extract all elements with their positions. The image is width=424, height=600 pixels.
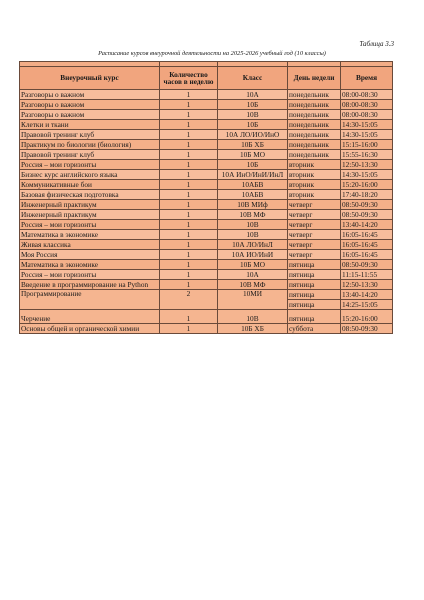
cell-day: понедельник bbox=[288, 100, 341, 110]
table-row bbox=[20, 170, 393, 180]
cell-class: 10В bbox=[218, 110, 288, 120]
cell-course: Разговоры о важном bbox=[20, 90, 160, 100]
cell-hours: 1 bbox=[160, 260, 218, 270]
cell-day: вторник bbox=[288, 180, 341, 190]
table-row bbox=[20, 250, 393, 260]
cell-hours: 1 bbox=[160, 270, 218, 280]
cell-day: понедельник bbox=[288, 140, 341, 150]
cell-time: 14:30-15:05 bbox=[341, 120, 393, 130]
table-caption: Расписание курсов внеурочной деятельности на 2025-2026 учебный год (10 классы) bbox=[98, 50, 326, 57]
cell-hours: 1 bbox=[160, 90, 218, 100]
cell-day: вторник bbox=[288, 190, 341, 200]
cell-hours: 1 bbox=[160, 200, 218, 210]
cell-day: пятница bbox=[288, 310, 341, 324]
cell-course: Живая классика bbox=[20, 240, 160, 250]
table-number-label: Таблица 3.3 bbox=[359, 40, 394, 48]
table-row bbox=[20, 324, 393, 334]
cell-day: понедельник bbox=[288, 110, 341, 120]
cell-course: Коммуникативные бои bbox=[20, 180, 160, 190]
cell-day: пятница bbox=[288, 270, 341, 280]
cell-day: четверг bbox=[288, 250, 341, 260]
table-row bbox=[20, 190, 393, 200]
header-hours-line1: Количество bbox=[169, 69, 208, 79]
cell-course: Введение в программирование на Python bbox=[20, 280, 160, 290]
cell-course: Моя Россия bbox=[20, 250, 160, 260]
cell-hours: 1 bbox=[160, 150, 218, 160]
cell-time: 14:25-15:05 bbox=[341, 300, 393, 310]
cell-time: 12:50-13:30 bbox=[341, 160, 393, 170]
table-row bbox=[20, 200, 393, 210]
header-hours-line2: часов в неделю bbox=[163, 77, 214, 86]
table-row bbox=[20, 280, 393, 290]
table-row bbox=[20, 100, 393, 110]
cell-day: четверг bbox=[288, 200, 341, 210]
cell-day: суббота bbox=[288, 324, 341, 334]
cell-time: 08:50-09:30 bbox=[341, 260, 393, 270]
cell-course: Математика в экономике bbox=[20, 260, 160, 270]
cell-class: 10А ИнО/ИнИ/ИнЛ bbox=[218, 170, 288, 180]
cell-class: 10А bbox=[218, 90, 288, 100]
cell-class: 10А ЛО/ИнЛ bbox=[218, 240, 288, 250]
cell-day: понедельник bbox=[288, 150, 341, 160]
cell-class: 10А ИО/ИнИ bbox=[218, 250, 288, 260]
cell-course: Правовой тренинг клуб bbox=[20, 150, 160, 160]
table-row bbox=[20, 270, 393, 280]
table-row bbox=[20, 160, 393, 170]
cell-hours: 1 bbox=[160, 120, 218, 130]
header-hours bbox=[160, 67, 218, 90]
cell-day: пятница bbox=[288, 300, 341, 310]
cell-time: 14:30-15:05 bbox=[341, 130, 393, 140]
cell-time: 11:15-11:55 bbox=[341, 270, 393, 280]
cell-day: понедельник bbox=[288, 130, 341, 140]
cell-course: Бизнес курс английского языка bbox=[20, 170, 160, 180]
cell-day: четверг bbox=[288, 230, 341, 240]
cell-course: Разговоры о важном bbox=[20, 100, 160, 110]
cell-time: 15:20-16:00 bbox=[341, 180, 393, 190]
cell-class: 10В bbox=[218, 230, 288, 240]
cell-course: Россия – мои горизонты bbox=[20, 220, 160, 230]
cell-class: 10Б bbox=[218, 100, 288, 110]
cell-course: Черчение bbox=[20, 310, 160, 324]
table-row bbox=[20, 140, 393, 150]
table-row bbox=[20, 120, 393, 130]
cell-hours: 1 bbox=[160, 100, 218, 110]
cell-class: 10В МИф bbox=[218, 200, 288, 210]
cell-class: 10В МФ bbox=[218, 210, 288, 220]
cell-time: 15:15-16:00 bbox=[341, 140, 393, 150]
cell-course: Россия – мои горизонты bbox=[20, 270, 160, 280]
table-row bbox=[20, 150, 393, 160]
cell-time: 17:40-18:20 bbox=[341, 190, 393, 200]
cell-day: понедельник bbox=[288, 120, 341, 130]
cell-hours: 1 bbox=[160, 170, 218, 180]
cell-course: Правовой тренинг клуб bbox=[20, 130, 160, 140]
table-row bbox=[20, 230, 393, 240]
cell-class: 10Б ХБ bbox=[218, 324, 288, 334]
cell-course: Основы общей и органической химии bbox=[20, 324, 160, 334]
cell-time: 08:50-09:30 bbox=[341, 200, 393, 210]
cell-time: 08:50-09:30 bbox=[341, 324, 393, 334]
cell-hours: 2 bbox=[160, 290, 218, 310]
cell-class: 10АБВ bbox=[218, 190, 288, 200]
cell-class: 10Б bbox=[218, 120, 288, 130]
schedule-table bbox=[19, 61, 393, 334]
cell-time: 13:40-14:20 bbox=[341, 220, 393, 230]
cell-hours: 1 bbox=[160, 110, 218, 120]
table-row bbox=[20, 210, 393, 220]
cell-day: четверг bbox=[288, 220, 341, 230]
cell-class: 10В МФ bbox=[218, 280, 288, 290]
cell-day: пятница bbox=[288, 260, 341, 270]
cell-time: 13:40-14:20 bbox=[341, 290, 393, 300]
header-course: Внеурочный курс bbox=[20, 67, 160, 90]
cell-day: четверг bbox=[288, 210, 341, 220]
cell-class: 10А ЛО/ИО/ИнО bbox=[218, 130, 288, 140]
cell-class: 10Б ХБ bbox=[218, 140, 288, 150]
table-row bbox=[20, 220, 393, 230]
cell-day: пятница bbox=[288, 290, 341, 300]
cell-hours: 1 bbox=[160, 210, 218, 220]
cell-class: 10В bbox=[218, 220, 288, 230]
cell-time: 08:50-09:30 bbox=[341, 210, 393, 220]
cell-course: Математика в экономике bbox=[20, 230, 160, 240]
cell-hours: 1 bbox=[160, 180, 218, 190]
cell-course: Базовая физическая подготовка bbox=[20, 190, 160, 200]
table-header-row bbox=[20, 67, 393, 90]
table-row bbox=[20, 290, 393, 300]
cell-hours: 1 bbox=[160, 160, 218, 170]
cell-hours: 1 bbox=[160, 310, 218, 324]
header-time: Время bbox=[341, 67, 393, 90]
cell-day: вторник bbox=[288, 170, 341, 180]
cell-day: четверг bbox=[288, 240, 341, 250]
table-row bbox=[20, 110, 393, 120]
cell-course: Россия – мои горизонты bbox=[20, 160, 160, 170]
cell-class: 10Б МО bbox=[218, 150, 288, 160]
cell-hours: 1 bbox=[160, 220, 218, 230]
cell-time: 15:55-16:30 bbox=[341, 150, 393, 160]
cell-hours: 1 bbox=[160, 130, 218, 140]
cell-time: 16:05-16:45 bbox=[341, 240, 393, 250]
cell-time: 08:00-08:30 bbox=[341, 100, 393, 110]
cell-course: Практикум по биологии (биология) bbox=[20, 140, 160, 150]
cell-hours: 1 bbox=[160, 190, 218, 200]
table-row bbox=[20, 130, 393, 140]
cell-time: 16:05-16:45 bbox=[341, 230, 393, 240]
cell-class: 10Б bbox=[218, 160, 288, 170]
cell-class: 10АБВ bbox=[218, 180, 288, 190]
cell-class: 10А bbox=[218, 270, 288, 280]
table-row bbox=[20, 260, 393, 270]
cell-hours: 1 bbox=[160, 324, 218, 334]
table-row bbox=[20, 90, 393, 100]
cell-hours: 1 bbox=[160, 280, 218, 290]
header-day: День недели bbox=[288, 67, 341, 90]
cell-hours: 1 bbox=[160, 240, 218, 250]
header-class: Класс bbox=[218, 67, 288, 90]
cell-time: 14:30-15:05 bbox=[341, 170, 393, 180]
cell-hours: 1 bbox=[160, 230, 218, 240]
cell-hours: 1 bbox=[160, 250, 218, 260]
programming-block bbox=[20, 290, 393, 310]
cell-time: 08:00-08:30 bbox=[341, 110, 393, 120]
cell-time: 16:05-16:45 bbox=[341, 250, 393, 260]
cell-course: Инженерный практикум bbox=[20, 200, 160, 210]
cell-class: 10МИ bbox=[218, 290, 288, 310]
table-row bbox=[20, 180, 393, 190]
cell-day: вторник bbox=[288, 160, 341, 170]
cell-course: Программирование bbox=[20, 290, 160, 310]
cell-time: 12:50-13:30 bbox=[341, 280, 393, 290]
cell-time: 08:00-08:30 bbox=[341, 90, 393, 100]
cell-time: 15:20-16:00 bbox=[341, 310, 393, 324]
table-row bbox=[20, 310, 393, 324]
cell-class: 10Б МО bbox=[218, 260, 288, 270]
cell-class: 10В bbox=[218, 310, 288, 324]
cell-course: Клетки и ткани bbox=[20, 120, 160, 130]
cell-course: Инженерный практикум bbox=[20, 210, 160, 220]
table-row bbox=[20, 240, 393, 250]
cell-day: пятница bbox=[288, 280, 341, 290]
cell-course: Разговоры о важном bbox=[20, 110, 160, 120]
cell-day: понедельник bbox=[288, 90, 341, 100]
cell-hours: 1 bbox=[160, 140, 218, 150]
